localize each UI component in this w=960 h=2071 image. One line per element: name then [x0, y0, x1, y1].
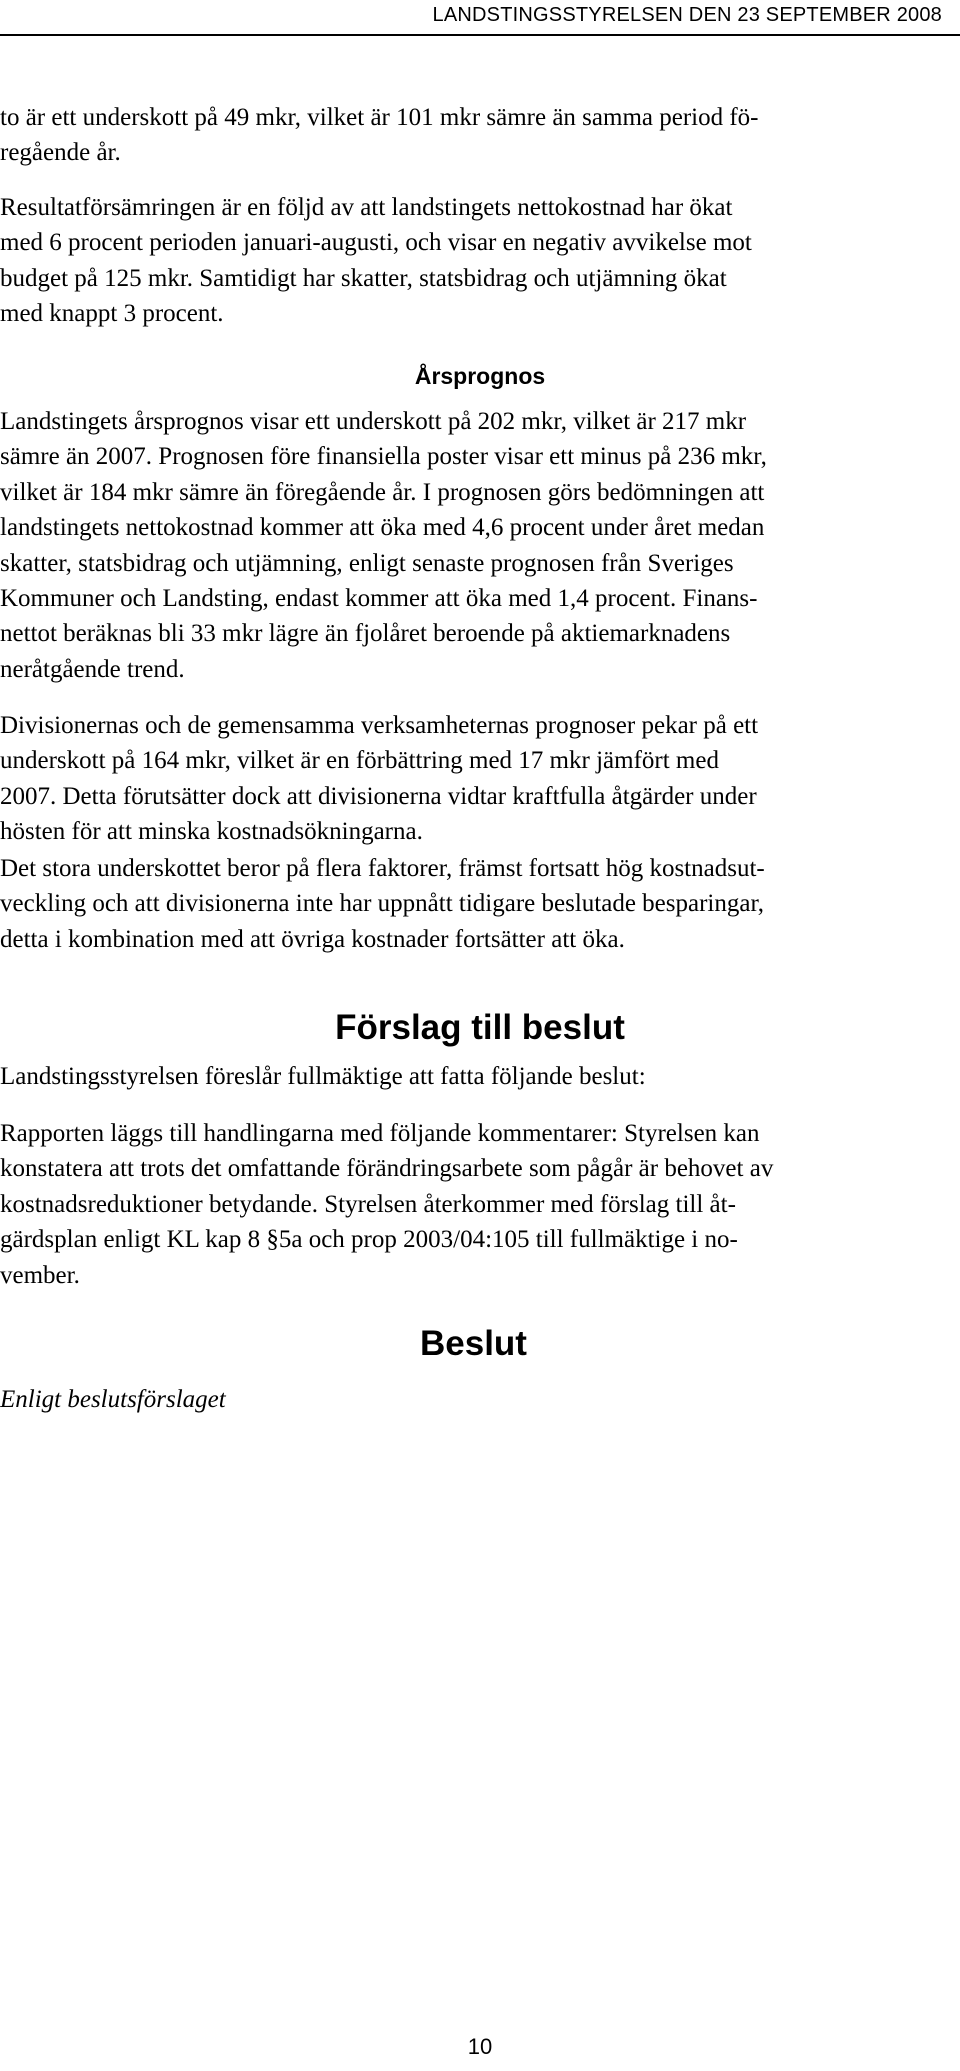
decision-text: Enligt beslutsförslaget — [0, 1386, 226, 1413]
text-line: Det stora underskottet beror på flera faktorer, främst fortsatt hög kostnadsut- — [0, 855, 765, 882]
page-header: LANDSTINGSSTYRELSEN DEN 23 SEPTEMBER 2008 — [432, 4, 942, 26]
paragraph-6 — [0, 1059, 950, 1094]
text-line: Divisionernas och de gemensamma verksamheternas prognoser pekar på ett — [0, 712, 759, 739]
text-line: Landstingsstyrelsen föreslår fullmäktige att fatta följande beslut: — [0, 1063, 646, 1090]
heading-forslag-till-beslut: Förslag till beslut — [335, 1008, 625, 1047]
header-rule — [0, 34, 960, 36]
text-line: vilket är 184 mkr sämre än föregående år. I prognosen görs bedömningen att — [0, 478, 765, 506]
paragraph-3 — [0, 404, 950, 687]
text-line: hösten för att minska kostnadsökningarna. — [0, 818, 423, 846]
text-line: budget på 125 mkr. Samtidigt har skatter, statsbidrag och utjämning ökat — [0, 264, 727, 292]
text-line: sämre än 2007. Prognosen före finansiella poster visar ett minus på 236 mkr, — [0, 443, 767, 471]
text-line: veckling och att divisionerna inte har uppnått tidigare beslutade besparingar, — [0, 890, 765, 918]
text-line: Kommuner och Landsting, endast kommer att öka med 1,4 procent. Finans- — [0, 585, 758, 613]
text-line: Landstingets årsprognos visar ett underskott på 202 mkr, vilket är 217 mkr — [0, 408, 747, 435]
text-line: 2007. Detta förutsätter dock att divisionerna vidtar kraftfulla åtgärder under — [0, 782, 757, 810]
text-line: gärdsplan enligt KL kap 8 §5a och prop 2003/04:105 till fullmäktige i no- — [0, 1226, 738, 1254]
text-line: kostnadsreduktioner betydande. Styrelsen återkommer med förslag till åt- — [0, 1190, 736, 1218]
paragraph-2 — [0, 190, 950, 332]
text-line: to är ett underskott på 49 mkr, vilket är 101 mkr sämre än samma period fö- — [0, 104, 759, 131]
text-line: vember. — [0, 1261, 80, 1289]
paragraph-1 — [0, 100, 950, 171]
paragraph-5 — [0, 851, 950, 957]
text-line: konstatera att trots det omfattande förändringsarbete som pågår är behovet av — [0, 1155, 774, 1183]
heading-beslut: Beslut — [420, 1324, 527, 1363]
paragraph-7 — [0, 1116, 950, 1293]
text-line: skatter, statsbidrag och utjämning, enligt senaste prognosen från Sveriges — [0, 549, 734, 577]
text-line: landstingets nettokostnad kommer att öka med 4,6 procent under året medan — [0, 514, 765, 542]
text-line: Rapporten läggs till handlingarna med följande kommentarer: Styrelsen kan — [0, 1120, 760, 1147]
text-line: detta i kombination med att övriga kostnader fortsätter att öka. — [0, 925, 625, 953]
text-line: med 6 procent perioden januari-augusti, och visar en negativ avvikelse mot — [0, 229, 752, 257]
page-number: 10 — [467, 2034, 493, 2059]
text-line: neråtgående trend. — [0, 655, 185, 683]
text-line: Resultatförsämringen är en följd av att landstingets nettokostnad har ökat — [0, 194, 733, 221]
paragraph-4 — [0, 708, 950, 850]
text-line: regående år. — [0, 139, 121, 167]
subheading-arsprognos: Årsprognos — [414, 363, 546, 389]
text-line: med knappt 3 procent. — [0, 300, 224, 328]
text-line: nettot beräknas bli 33 mkr lägre än fjolåret beroende på aktiemarknadens — [0, 620, 731, 648]
text-line: underskott på 164 mkr, vilket är en förbättring med 17 mkr jämfört med — [0, 747, 719, 775]
